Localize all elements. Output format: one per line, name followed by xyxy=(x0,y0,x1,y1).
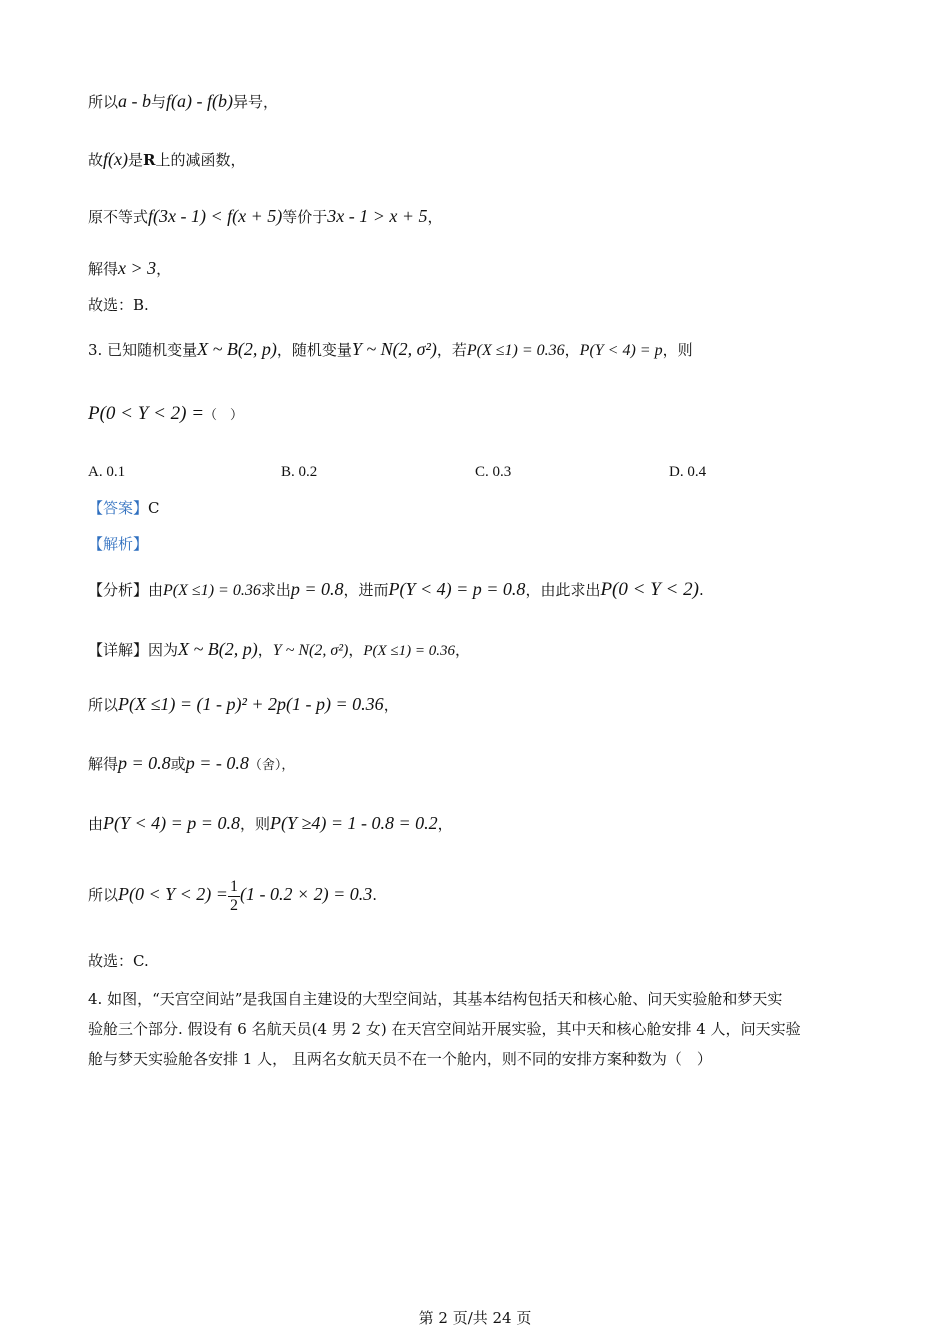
text: ，则 xyxy=(662,341,693,359)
math: 3x - 1 > x + 5 xyxy=(327,206,428,226)
math: X ~ B(2, p) xyxy=(197,339,277,359)
answer-value: C xyxy=(148,499,160,517)
text: 因为 xyxy=(148,641,179,659)
step-1 xyxy=(88,693,399,716)
text: . xyxy=(698,581,704,599)
math: f(3x - 1) < f(x + 5) xyxy=(148,206,283,226)
math: P(X ≤1) = 0.36 xyxy=(466,342,565,359)
q4-line-1: 4. 如图，“天宫空间站”是我国自主建设的大型空间站，其基本结构包括天和核心舱、问天实验舱和梦天实 xyxy=(88,990,783,1008)
text: ， xyxy=(564,341,580,359)
option-d: D. 0.4 xyxy=(669,464,707,480)
line-4 xyxy=(88,257,171,280)
text: 解得 xyxy=(88,755,119,773)
math: P(0 < Y < 2) = xyxy=(118,884,228,904)
text: 是 xyxy=(128,151,144,169)
text: ， xyxy=(156,260,172,278)
text: ， xyxy=(455,641,471,659)
final-choice: 故选：C. xyxy=(88,952,149,970)
text: 原不等式 xyxy=(88,208,149,226)
text: ，随机变量 xyxy=(276,341,352,359)
math: X ~ B(2, p) xyxy=(178,639,258,659)
math: P(Y < 4) = p = 0.8 xyxy=(103,813,240,833)
text: 3. 已知随机变量 xyxy=(88,341,198,359)
math: P(X ≤1) = 0.36 xyxy=(363,643,456,659)
text: ，若 xyxy=(436,341,467,359)
text: 所以 xyxy=(88,886,119,904)
math: P(X ≤1) = (1 - p)² + 2p(1 - p) = 0.36 xyxy=(118,694,384,714)
step-3 xyxy=(88,812,453,835)
step-2 xyxy=(88,752,294,777)
option-a: A. 0.1 xyxy=(88,464,126,480)
text: ， xyxy=(437,815,453,833)
math: x > 3 xyxy=(118,258,157,278)
math: p = 0.8 xyxy=(118,753,171,773)
analysis-summary xyxy=(88,578,704,602)
math: P(Y ≥4) = 1 - 0.8 = 0.2 xyxy=(269,813,438,833)
text: . xyxy=(372,886,378,904)
fraction xyxy=(228,878,240,915)
text: ， xyxy=(257,641,273,659)
math: p = - 0.8 xyxy=(185,753,249,773)
line-2 xyxy=(88,148,246,171)
text: 由 xyxy=(148,581,164,599)
answer-parentheses: （ ） xyxy=(204,408,244,423)
answer-tag: 【答案】 xyxy=(88,499,149,517)
fenxi-tag: 【分析】 xyxy=(88,581,149,599)
text: 上的减函数， xyxy=(155,151,246,169)
text: ，则 xyxy=(239,815,270,833)
math: Y ~ N(2, σ²) xyxy=(272,642,349,659)
text: （舍）， xyxy=(248,758,295,773)
q4-stem xyxy=(88,984,863,1074)
line-5: 故选：B. xyxy=(88,296,149,314)
q4-line-3: 舱与梦天实验舱各安排 1 人， 且两名女航天员不在一个舱内，则不同的安排方案种数为（ ） xyxy=(88,1050,712,1068)
text: 或 xyxy=(170,755,186,773)
q3-stem xyxy=(88,338,693,362)
text: 所以 xyxy=(88,93,119,111)
math: f(a) - f(b) xyxy=(166,91,234,111)
math: P(Y < 4) = p xyxy=(579,342,663,359)
math: P(0 < Y < 2) xyxy=(600,579,699,600)
text: ，进而 xyxy=(343,581,389,599)
text: 与 xyxy=(151,93,167,111)
line-3 xyxy=(88,205,443,228)
fraction-numerator: 1 xyxy=(229,877,238,895)
text: 所以 xyxy=(88,696,119,714)
math: P(0 < Y < 2) = xyxy=(88,403,205,424)
analysis-tag: 【解析】 xyxy=(88,535,149,553)
line-1 xyxy=(88,90,278,113)
text: 由 xyxy=(88,815,104,833)
math: a - b xyxy=(118,91,152,111)
option-c: C. 0.3 xyxy=(475,464,512,480)
text: ， xyxy=(348,641,364,659)
page-footer: 第 2 页/共 24 页 xyxy=(418,1309,532,1327)
option-b: B. 0.2 xyxy=(281,464,318,480)
bold-text: R xyxy=(143,151,156,169)
detail-line xyxy=(88,638,470,662)
answer-line xyxy=(88,497,160,519)
step-4 xyxy=(88,872,377,917)
math: Y ~ N(2, σ²) xyxy=(351,339,437,359)
xiangjie-tag: 【详解】 xyxy=(88,641,149,659)
text: 异号， xyxy=(233,93,279,111)
text: ， xyxy=(383,696,399,714)
math: f(x) xyxy=(103,149,128,169)
fraction-denominator: 2 xyxy=(229,896,238,914)
math: P(Y < 4) = p = 0.8 xyxy=(388,579,526,599)
text: 求出 xyxy=(260,581,291,599)
analysis-line xyxy=(88,533,148,555)
math: P(X ≤1) = 0.36 xyxy=(163,582,261,599)
math: (1 - 0.2 × 2) = 0.3 xyxy=(239,884,373,904)
text: ， xyxy=(427,208,443,226)
text: 解得 xyxy=(88,260,119,278)
text: ，由此求出 xyxy=(525,581,601,599)
q3-stem-2 xyxy=(88,403,243,427)
math: p = 0.8 xyxy=(290,579,344,599)
text: 故 xyxy=(88,151,104,169)
text: 等价于 xyxy=(282,208,328,226)
q4-line-2: 验舱三个部分. 假设有 6 名航天员(4 男 2 女) 在天宫空间站开展实验，其中天和核心舱安排 4 人，问天实验 xyxy=(88,1020,801,1038)
